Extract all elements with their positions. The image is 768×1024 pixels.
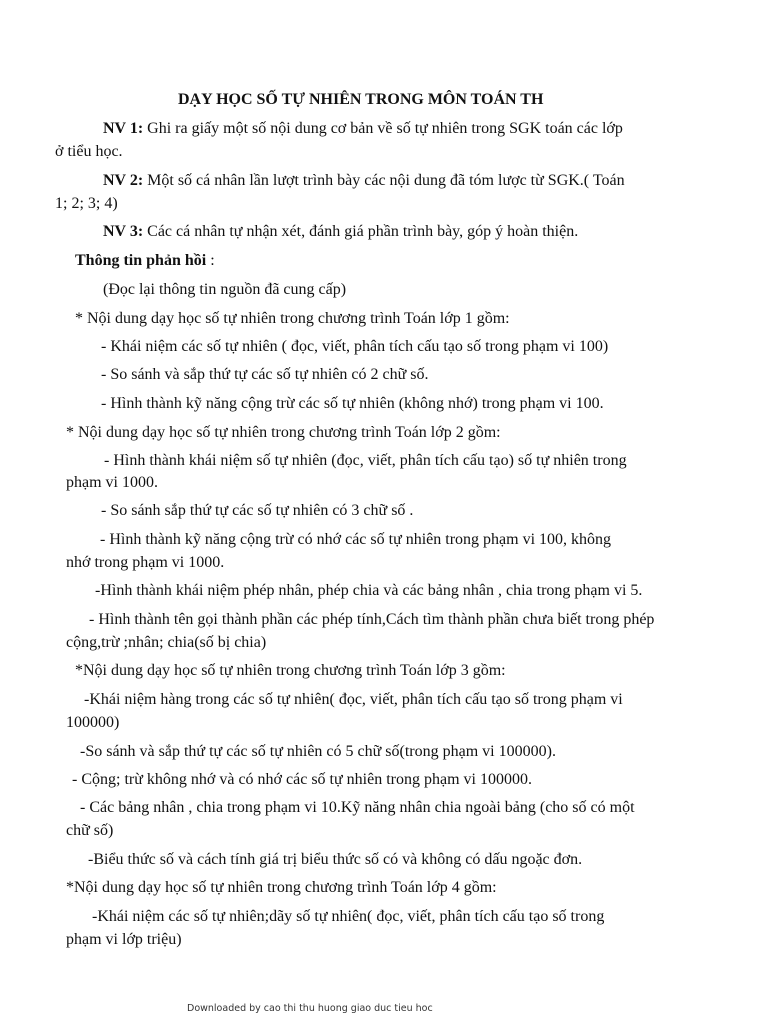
grade-2-item: - So sánh sắp thứ tự các số tự nhiên có 3 chữ số . [101, 502, 414, 519]
task-2-line [103, 170, 625, 192]
grade-1-item: - Khái niệm các số tự nhiên ( đọc, viết, phân tích cấu tạo số trong phạm vi 100) [101, 338, 609, 355]
task-2-label: NV 2: [103, 172, 144, 189]
task-2-text: Một số cá nhân lần lượt trình bày các nội dung đã tóm lược từ SGK.( Toán [143, 172, 625, 189]
grade-2-heading: * Nội dung dạy học số tự nhiên trong chương trình Toán lớp 2 gồm: [66, 424, 501, 441]
task-3-label: NV 3: [103, 223, 144, 240]
feedback-heading-line [75, 250, 215, 272]
grade-3-item: -So sánh và sắp thứ tự các số tự nhiên có 5 chữ số(trong phạm vi 100000). [80, 743, 556, 760]
task-1-line [103, 118, 623, 140]
grade-4-heading: *Nội dung dạy học số tự nhiên trong chương trình Toán lớp 4 gồm: [66, 879, 497, 896]
grade-4-item: -Khái niệm các số tự nhiên;dãy số tự nhiên( đọc, viết, phân tích cấu tạo số trong [92, 908, 605, 925]
task-1-continuation: ở tiểu học. [55, 143, 123, 160]
document-title: DẠY HỌC SỐ TỰ NHIÊN TRONG MÔN TOÁN TH [178, 91, 544, 108]
grade-2-item: -Hình thành khái niệm phép nhân, phép chia và các bảng nhân , chia trong phạm vi 5. [95, 582, 643, 599]
grade-2-item: - Hình thành tên gọi thành phần các phép tính,Cách tìm thành phần chưa biết trong phép [89, 611, 655, 628]
feedback-heading: Thông tin phản hồi [75, 252, 207, 269]
grade-2-item: - Hình thành khái niệm số tự nhiên (đọc, viết, phân tích cấu tạo) số tự nhiên trong [104, 452, 627, 469]
grade-2-item-continuation: cộng,trừ ;nhân; chia(số bị chia) [66, 634, 267, 651]
feedback-note: (Đọc lại thông tin nguồn đã cung cấp) [103, 281, 347, 298]
task-3-line [103, 221, 578, 243]
grade-3-item-continuation: 100000) [66, 714, 120, 731]
grade-4-item-continuation: phạm vi lớp triệu) [66, 931, 182, 948]
grade-3-item: -Khái niệm hàng trong các số tự nhiên( đọc, viết, phân tích cấu tạo số trong phạm vi [84, 691, 623, 708]
task-2-continuation: 1; 2; 3; 4) [55, 195, 118, 212]
grade-3-heading: *Nội dung dạy học số tự nhiên trong chương trình Toán lớp 3 gồm: [75, 662, 506, 679]
task-3-text: Các cá nhân tự nhận xét, đánh giá phần trình bày, góp ý hoàn thiện. [143, 223, 579, 240]
feedback-suffix: : [206, 252, 215, 269]
grade-3-item: - Cộng; trừ không nhớ và có nhớ các số tự nhiên trong phạm vi 100000. [72, 771, 532, 788]
grade-1-item: - Hình thành kỹ năng cộng trừ các số tự nhiên (không nhớ) trong phạm vi 100. [101, 395, 604, 412]
task-1-text: Ghi ra giấy một số nội dung cơ bản về số tự nhiên trong SGK toán các lớp [143, 120, 623, 137]
download-footer: Downloaded by cao thi thu huong giao duc tieu hoc [187, 1003, 433, 1014]
grade-3-item: - Các bảng nhân , chia trong phạm vi 10.Kỹ năng nhân chia ngoài bảng (cho số có một [80, 799, 635, 816]
grade-2-item-continuation: phạm vi 1000. [66, 474, 158, 491]
grade-2-item: - Hình thành kỹ năng cộng trừ có nhớ các số tự nhiên trong phạm vi 100, không [100, 531, 612, 548]
grade-2-item-continuation: nhớ trong phạm vi 1000. [66, 554, 225, 571]
grade-3-item-continuation: chữ số) [66, 822, 114, 839]
task-1-label: NV 1: [103, 120, 144, 137]
grade-1-heading: * Nội dung dạy học số tự nhiên trong chương trình Toán lớp 1 gồm: [75, 310, 510, 327]
grade-3-item: -Biểu thức số và cách tính giá trị biểu thức số có và không có dấu ngoặc đơn. [88, 851, 583, 868]
grade-1-item: - So sánh và sắp thứ tự các số tự nhiên có 2 chữ số. [101, 366, 429, 383]
